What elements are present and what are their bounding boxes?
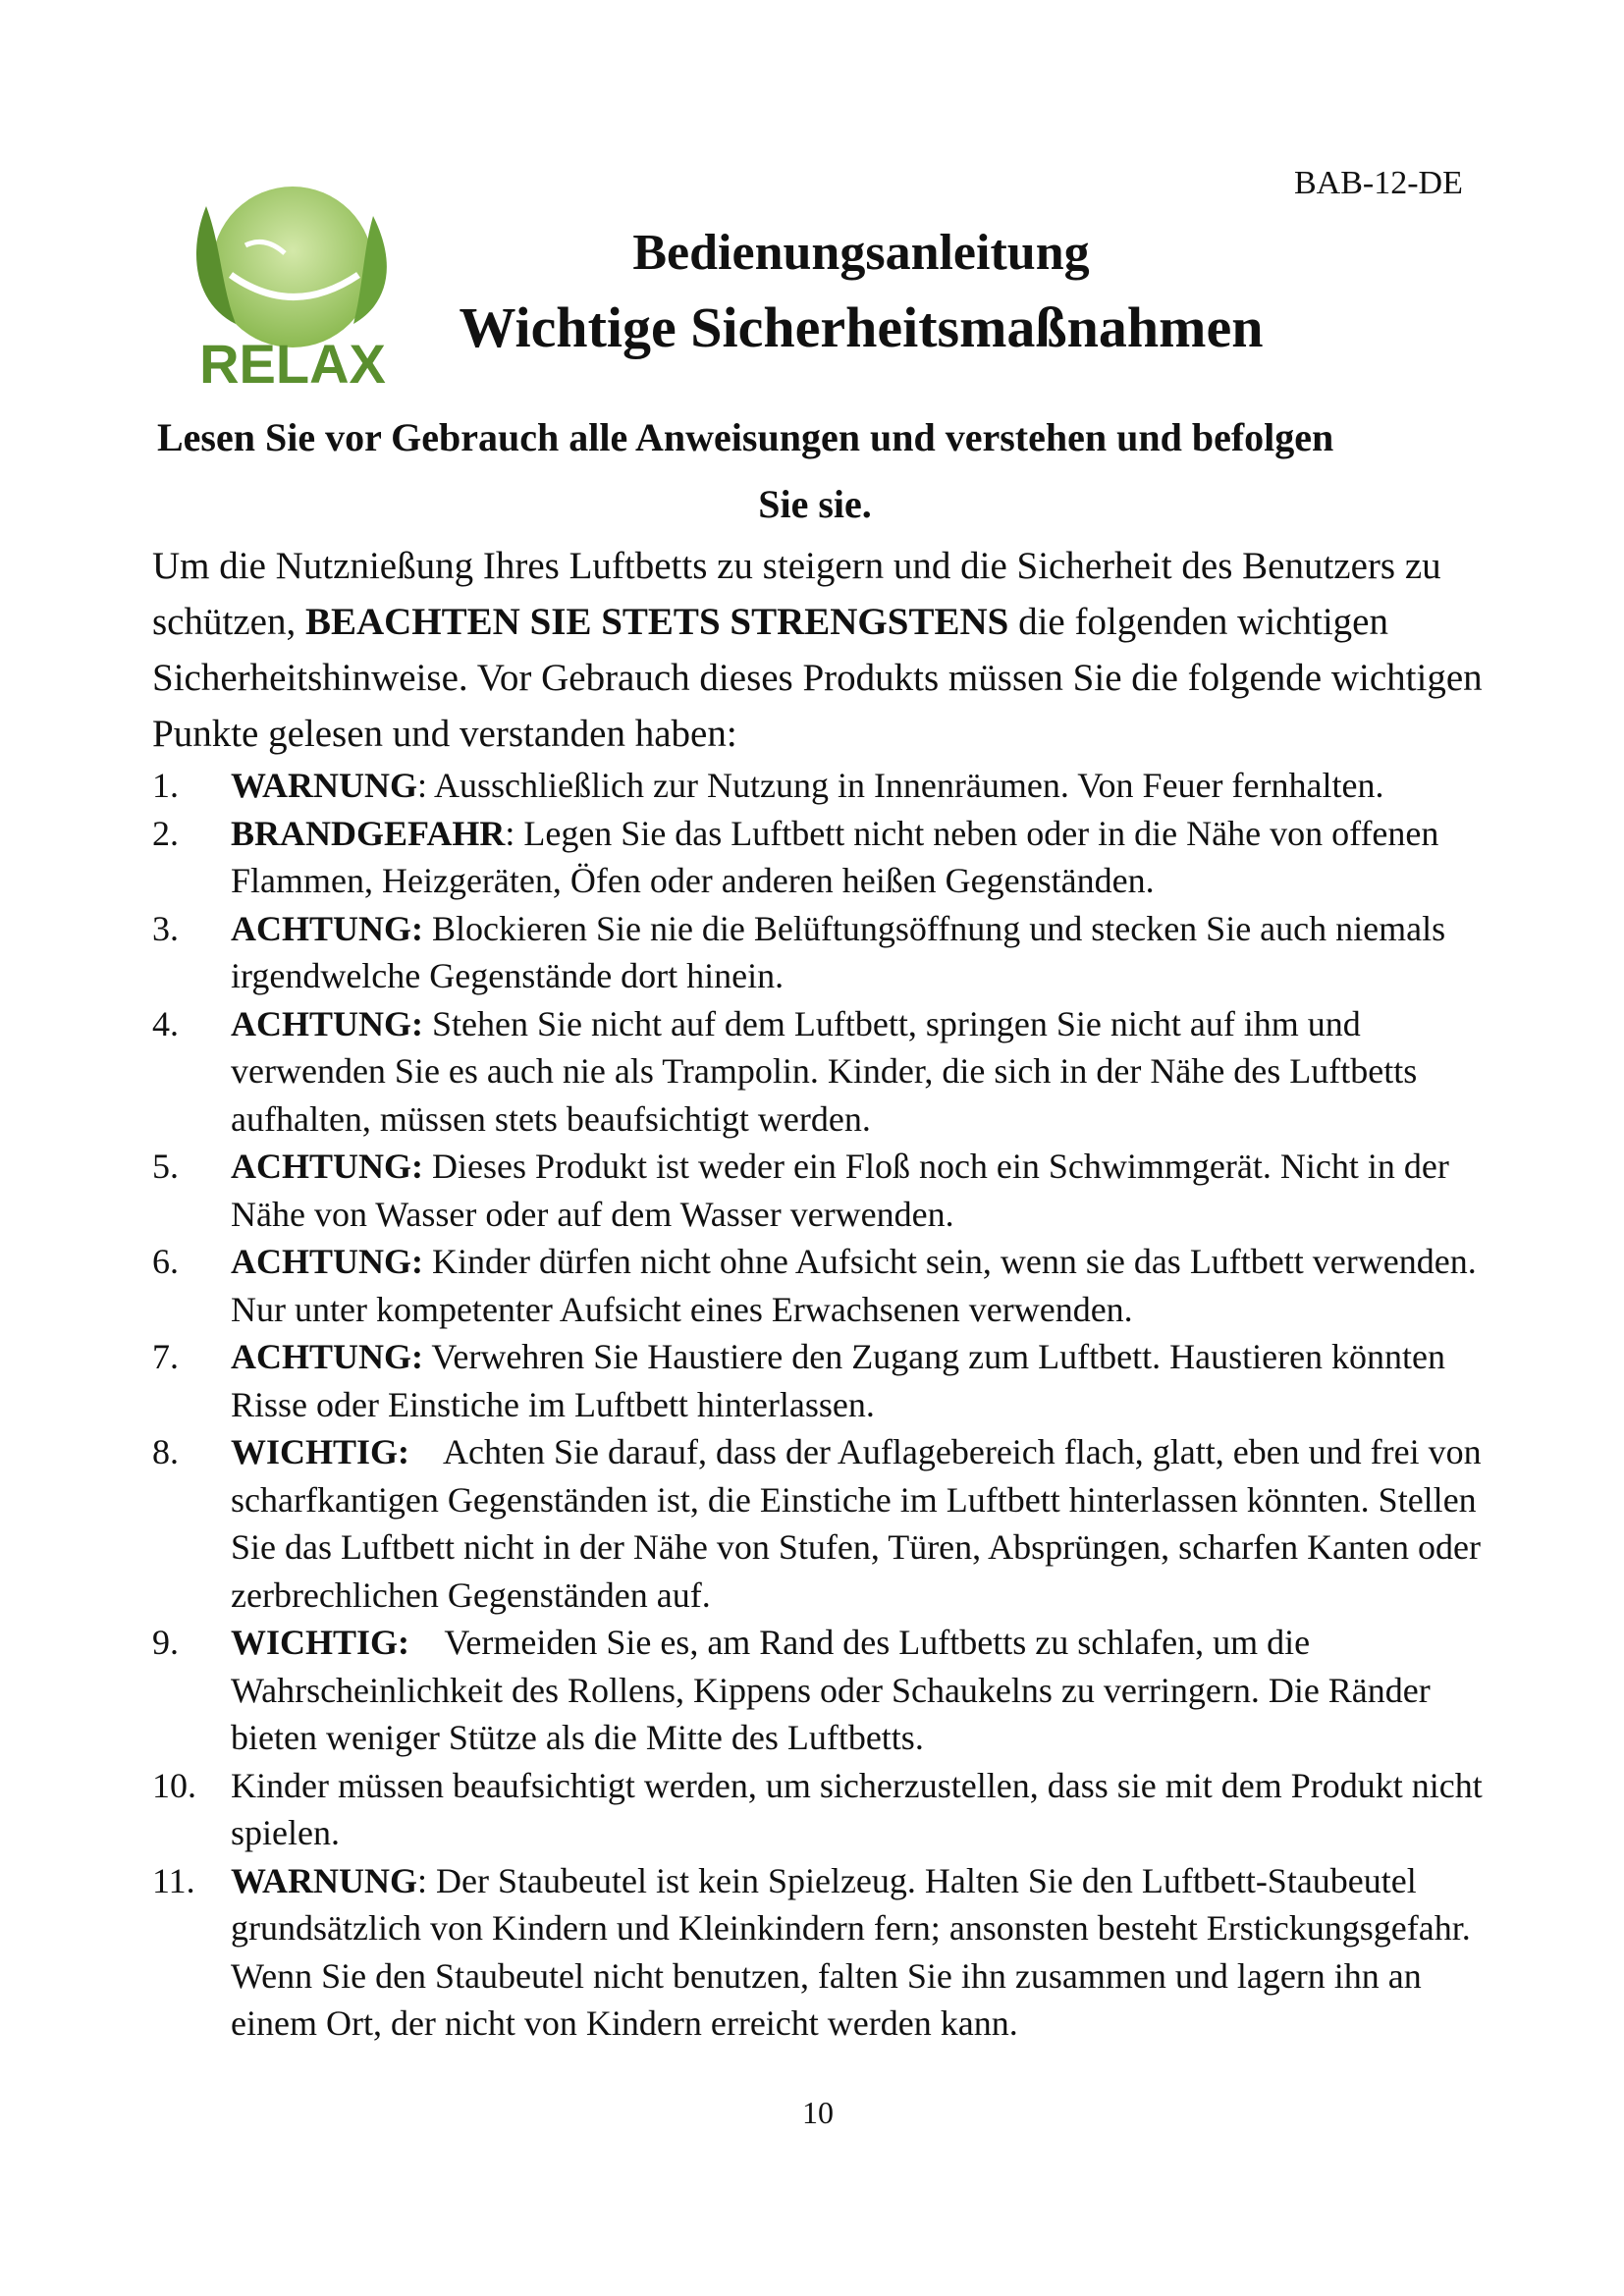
item-number: 2. [152,813,179,853]
list-item [152,1762,1507,1857]
item-separator [409,1432,443,1471]
item-number: 7. [152,1337,179,1376]
intro-text-after: die folgenden wichtigen Sicherheitshinweise. Vor Gebrauch dieses Produkts müssen Sie die folgende wichtigen Punkte gelesen und verstanden haben: [152,601,1483,755]
item-label: WARNUNG [231,766,418,805]
page-title: Bedienungsanleitung [632,225,1090,281]
item-text: Vermeiden Sie es, am Rand des Luftbetts zu schlafen, um die Wahrscheinlichkeit des Rollens, Kippens oder Schaukelns zu verringern. Die Ränder bieten weniger Stütze als die Mitte des Luftbetts. [231,1623,1431,1757]
list-item [152,905,1507,1000]
page-number: 10 [802,2095,834,2130]
intro-text-before: Um die Nutznießung Ihres Luftbetts zu steigern und die Sicherheit des Benutzers zu schützen, [152,545,1441,643]
item-number: 10. [152,1765,196,1805]
item-label: WARNUNG [231,1860,418,1900]
item-separator [423,1242,432,1281]
list-item [152,810,1507,905]
list-item [152,1619,1507,1762]
item-number: 5. [152,1147,179,1186]
item-label: ACHTUNG: [231,1003,423,1043]
document-code: BAB-12-DE [1294,165,1463,201]
item-number: 6. [152,1242,179,1281]
item-number: 9. [152,1623,179,1662]
list-item [152,1333,1507,1428]
list-item [152,1143,1507,1238]
item-label: ACHTUNG: [231,1147,423,1186]
item-number: 4. [152,1003,179,1043]
item-text: Stehen Sie nicht auf dem Luftbett, springen Sie nicht auf ihm und verwenden Sie es auch nie als Trampolin. Kinder, die sich in der Nähe des Luftbetts aufhalten, müssen stets beaufsichtigt werden. [231,1003,1418,1139]
item-text: Kinder müssen beaufsichtigt werden, um sicherzustellen, dass sie mit dem Produkt nicht spielen. [231,1765,1483,1852]
list-item [152,1428,1507,1619]
item-number: 1. [152,766,179,805]
item-number: 11. [152,1860,195,1900]
item-separator: : [417,766,435,805]
item-label: WICHTIG: [231,1432,410,1471]
instruction-line-2: Sie sie. [758,482,872,526]
relax-logo [177,177,403,393]
item-separator [423,909,432,948]
instruction-line-1: Lesen Sie vor Gebrauch alle Anweisungen und verstehen und befolgen [157,415,1334,459]
safety-list [152,762,1507,2048]
item-text: Dieses Produkt ist weder ein Floß noch ein Schwimmgerät. Nicht in der Nähe von Wasser oder auf dem Wasser verwenden. [231,1147,1449,1234]
item-separator [423,1147,432,1186]
intro-emphasis: BEACHTEN SIE STETS STRENGSTENS [304,601,1009,643]
list-item [152,1238,1507,1333]
item-text: Der Staubeutel ist kein Spielzeug. Halten Sie den Luftbett-Staubeutel grundsätzlich von Kindern und Kleinkindern fern; ansonsten besteht Erstickungsgefahr. Wenn Sie den Staubeutel nicht benutzen, falten Sie ihn zusammen und lagern ihn an einem Ort, der nicht von Kindern erreicht werden kann. [231,1860,1471,2043]
item-number: 8. [152,1432,179,1471]
item-text: Verwehren Sie Haustiere den Zugang zum Luftbett. Haustieren könnten Risse oder Einstiche im Luftbett hinterlassen. [231,1337,1446,1424]
item-label: BRANDGEFAHR [231,813,506,853]
item-number: 3. [152,908,179,948]
page-subtitle: Wichtige Sicherheitsmaßnahmen [459,295,1264,359]
list-item [152,1000,1507,1144]
item-label: ACHTUNG: [231,1337,423,1376]
intro-paragraph [152,538,1497,762]
item-text: Kinder dürfen nicht ohne Aufsicht sein, wenn sie das Luftbett verwenden. Nur unter kompetenter Aufsicht eines Erwachsenen verwenden. [231,1242,1477,1329]
item-separator [423,1004,432,1043]
item-text: Legen Sie das Luftbett nicht neben oder in die Nähe von offenen Flammen, Heizgeräten, Öfen oder anderen heißen Gegenständen. [231,813,1439,900]
list-item [152,1857,1507,2048]
item-text: Ausschließlich zur Nutzung in Innenräumen. Von Feuer fernhalten. [434,766,1384,805]
item-label: ACHTUNG: [231,908,423,948]
item-label: ACHTUNG: [231,1242,423,1281]
item-label: WICHTIG: [231,1623,410,1662]
item-text: Blockieren Sie nie die Belüftungsöffnung und stecken Sie auch niemals irgendwelche Gegenstände dort hinein. [231,908,1446,995]
logo-text: RELAX [199,333,386,393]
item-separator [409,1623,444,1662]
list-item [152,762,1507,810]
item-separator: : [505,813,524,853]
item-separator: : [417,1860,437,1900]
item-text: Achten Sie darauf, dass der Auflagebereich flach, glatt, eben und frei von scharfkantigen Gegenständen ist, die Einstiche im Luftbett hinterlassen könnten. Stellen Sie das Luftbett nicht in der Nähe von Stufen, Türen, Absprüngen, scharfen Kanten oder zerbrechlichen Gegenständen auf. [231,1432,1482,1615]
